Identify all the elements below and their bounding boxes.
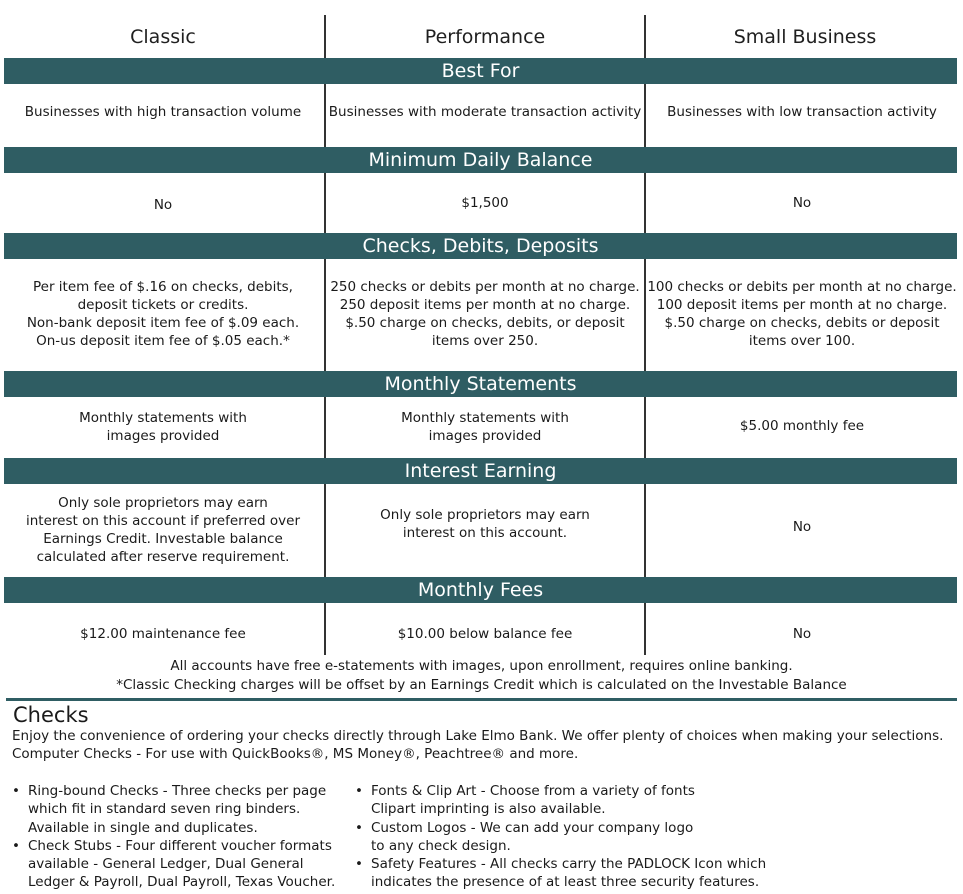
bullet-icon: • xyxy=(355,856,363,873)
min-balance-classic: No xyxy=(153,197,173,213)
min-balance-performance: $1,500 xyxy=(461,195,509,211)
checks-bullets-right xyxy=(355,782,766,892)
checks-debits-performance: 250 checks or debits per month at no charge. 250 deposit items per month at no charge. $.50 charge on checks, debits, or deposit items over 250. xyxy=(330,279,640,349)
statements-performance: Monthly statements with images provided xyxy=(401,410,569,444)
list-item-text: Ring-bound Checks - Three checks per page which fit in standard seven ring binders. Available in single and duplicates. xyxy=(28,783,327,836)
footnote-e-statements: All accounts have free e-statements with images, upon enrollment, requires online banking. xyxy=(170,658,793,674)
best-for-performance: Businesses with moderate transaction activity xyxy=(328,104,642,120)
best-for-classic: Businesses with high transaction volume xyxy=(24,104,302,120)
min-balance-small-business: No xyxy=(792,195,812,211)
list-item-text: Safety Features - All checks carry the PADLOCK Icon which indicates the presence of at least three security features. xyxy=(371,856,767,891)
column-header-performance: Performance xyxy=(424,26,546,48)
list-item-text: Custom Logos - We can add your company logo to any check design. xyxy=(371,819,694,854)
section-header-best-for: Best For xyxy=(4,58,957,84)
section-divider xyxy=(6,698,957,701)
bullet-icon: • xyxy=(355,819,363,836)
section-header-monthly-fees: Monthly Fees xyxy=(4,577,957,603)
section-header-monthly-statements: Monthly Statements xyxy=(4,371,957,397)
list-item-text: Check Stubs - Four different voucher formats available - General Ledger, Dual General Ledger & Payroll, Dual Payroll, Texas Voucher. xyxy=(28,837,336,891)
list-item xyxy=(12,782,335,837)
checks-title: Checks xyxy=(13,703,89,727)
interest-small-business: No xyxy=(792,519,812,535)
fees-classic: $12.00 maintenance fee xyxy=(80,626,246,642)
section-header-checks-debits-deposits: Checks, Debits, Deposits xyxy=(4,233,957,259)
bullet-icon: • xyxy=(355,783,363,799)
section-header-interest-earning: Interest Earning xyxy=(4,458,957,484)
list-item xyxy=(355,819,766,856)
interest-classic: Only sole proprietors may earn interest on this account if preferred over Earnings Credit. Investable balance calculated after reserve requirement. xyxy=(25,495,300,565)
footnote-earnings-credit: *Classic Checking charges will be offset by an Earnings Credit which is calculated on the Investable Balance xyxy=(116,677,847,693)
checks-intro xyxy=(12,727,943,763)
best-for-small-business: Businesses with low transaction activity xyxy=(667,104,937,120)
column-header-classic: Classic xyxy=(130,26,196,48)
list-item xyxy=(355,782,766,819)
bullet-icon: • xyxy=(12,837,20,854)
checks-debits-small-business: 100 checks or debits per month at no charge. 100 deposit items per month at no charge. $.50 charge on checks, debits or deposit items over 100. xyxy=(647,279,957,349)
list-item xyxy=(355,855,766,892)
statements-small-business: $5.00 monthly fee xyxy=(739,418,865,434)
statements-classic: Monthly statements with images provided xyxy=(79,410,247,444)
bullet-icon: • xyxy=(12,783,20,799)
fees-small-business: No xyxy=(792,626,812,642)
checks-bullets-left xyxy=(12,782,335,892)
interest-performance: Only sole proprietors may earn interest on this account. xyxy=(380,507,590,541)
list-item xyxy=(12,837,335,892)
column-header-small-business: Small Business xyxy=(733,26,877,48)
checks-debits-classic: Per item fee of $.16 on checks, debits, deposit tickets or credits. Non-bank deposit item fee of $.09 each. On-us deposit item fee of $.05 each.* xyxy=(26,279,300,349)
checks-intro-line: Enjoy the convenience of ordering your checks directly through Lake Elmo Bank. We offer plenty of choices when making your selections. xyxy=(12,728,944,744)
list-item-text: Fonts & Clip Art - Choose from a variety of fonts Clipart imprinting is also available. xyxy=(371,783,695,818)
section-header-minimum-daily-balance: Minimum Daily Balance xyxy=(4,147,957,173)
checks-intro-line: Computer Checks - For use with QuickBooks®, MS Money®, Peachtree® and more. xyxy=(12,746,579,762)
fees-performance: $10.00 below balance fee xyxy=(397,626,573,642)
